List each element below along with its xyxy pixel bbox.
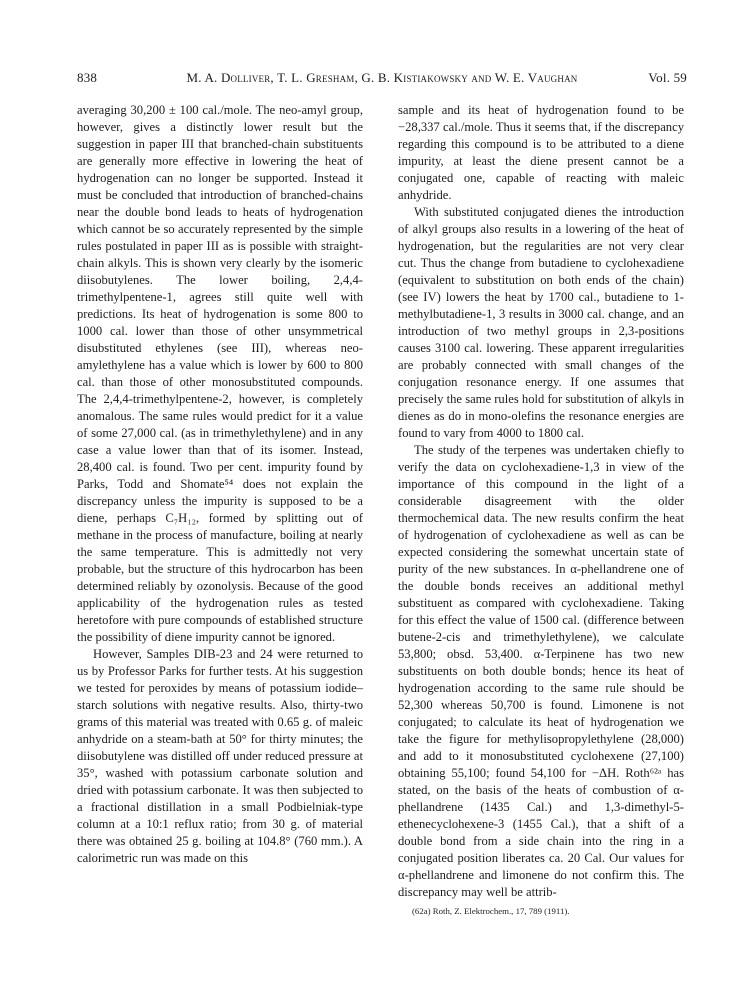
left-column	[77, 102, 363, 867]
running-header	[77, 70, 687, 90]
paragraph: However, Samples DIB-23 and 24 were returned to us by Professor Parks for further tests. At his suggestion we tested for peroxides by means of potassium iodide–starch solutions with negative results. Also, thirty-two grams of this material was treated with 0.65 g. of maleic anhydride on a steam-bath at 50° for thirty minutes; the diisobutylene was distilled off under reduced pressure at 35°, washed with potassium carbonate solution and dried with potassium carbonate. It was then subjected to a fractional distillation in a small Podbielniak-type column at a 10:1 reflux ratio; from 30 g. of material there was obtained 25 g. boiling at 104.8° (760 mm.). A calorimetric run was made on this	[77, 647, 363, 865]
paragraph: The study of the terpenes was undertaken chiefly to verify the data on cyclohexadiene-1,3 in view of the importance of this compound in the light of a considerable disagreement with the older thermochemical data. The new results confirm the heat of hydrogenation of cyclohexadiene as well as can be expected considering the somewhat uncertain state of purity of the new substances. In α-phellandrene one of the double bonds receives an additional methyl substituent as compared with cyclohexadiene. Taking for this effect the value of 1500 cal. (difference between butene-2-cis and trimethylethylene), we calculate 53,800; obsd. 53,400. α-Terpinene has two new substituents on both double bonds; hence its heat of hydrogenation according to the same rule should be 52,300 whereas 50,700 is found. Limonene is not conjugated; to calculate its heat of hydrogenation we take the figure for methylisopropylethylene (28,000) and add to it monosubstituted cyclohexene (27,100) obtaining 55,100; found 54,100 for −ΔH. Roth⁶²ᵃ has stated, on the basis of the heats of combustion of α-phellandrene (1435 Cal.) and 1,3-dimethyl-5-ethenecyclohexene-3 (1455 Cal.), that a shift of a double bond from a side chain into the ring in a conjugated position liberates ca. 20 Cal. Our values for α-phellandrene and limonene do not confirm this. The discrepancy may well be attrib-	[398, 443, 684, 899]
paragraph: sample and its heat of hydrogenation found to be −28,337 cal./mole. Thus it seems that, if the discrepancy regarding this compound is to be attributed to a diene impurity, at least the diene present cannot be a conjugated one, capable of reacting with maleic anhydride.	[398, 103, 684, 202]
paragraph: averaging 30,200 ± 100 cal./mole. The neo-amyl group, however, gives a distinctly lower result but the suggestion in paper III that branched-chain substituents are generally more effective in lowering the heat of hydrogenation can no longer be supported. Instead it must be concluded that introduction of branched-chains near the double bond leads to heats of hydrogenation which cannot be so accurately represented by the simple rules postulated in paper III as is possible with straight-chain alkyls. This is shown very clearly by the isomeric diisobutylenes. The lower boiling, 2,4,4-trimethylpentene-1, agrees still quite well with predictions. Its heat of hydrogenation is some 800 to 1000 cal. lower than those of other unsymmetrical disubstituted ethylenes (see III), whereas neo-amylethylene has a value which is lower by 600 to 800 cal. than those of other monosubstituted compounds. The 2,4,4-trimethylpentene-2, however, is completely anomalous. The same rules would predict for it a value of some 27,000 cal. (as in trimethylethylene) and in any case a value lower than that of its isomer. Instead, 28,400 cal. is found. Two per cent. impurity found by Parks, Todd and Shomate⁵⁴ does not explain the discrepancy unless the impurity is supposed to be a diene, perhaps C₇H₁₂, formed by splitting out of methane in the process of manufacture, boiling at nearly the same temperature. This is admittedly not very probable, but the structure of this hydrocarbon has been determined reliably by ozonolysis. Because of the good applicability of the hydrogenation rules as tested heretofore with pure compounds of established structure the possibility of diene impurity cannot be ignored.	[77, 103, 363, 644]
paragraph: With substituted conjugated dienes the introduction of alkyl groups also results in a lowering of the heat of hydrogenation, but the regularities are not very clear cut. Thus the change from butadiene to cyclohexadiene (equivalent to substitution on both ends of the chain) (see IV) lowers the heat by 1700 cal., butadiene to 1-methylbutadiene-1, 3 results in 3000 cal. change, and an introduction of two methyl groups in 2,3-positions causes 3100 cal. lowering. These apparent irregularities are probably connected with small changes of the conjugation resonance energy. If one assumes that precisely the same rules hold for substitution of alkyls in dienes as do in mono-olefins the resonance energies are found to vary from 4000 to 1800 cal.	[398, 205, 684, 440]
footnote: (62a) Roth, Z. Elektrochem., 17, 789 (1911).	[412, 906, 570, 916]
right-column	[398, 102, 684, 917]
page-number: 838	[77, 70, 98, 85]
volume-label: Vol. 59	[648, 70, 687, 85]
author-line: M. A. Dolliver, T. L. Gresham, G. B. Kistiakowsky and W. E. Vaughan	[186, 70, 578, 85]
